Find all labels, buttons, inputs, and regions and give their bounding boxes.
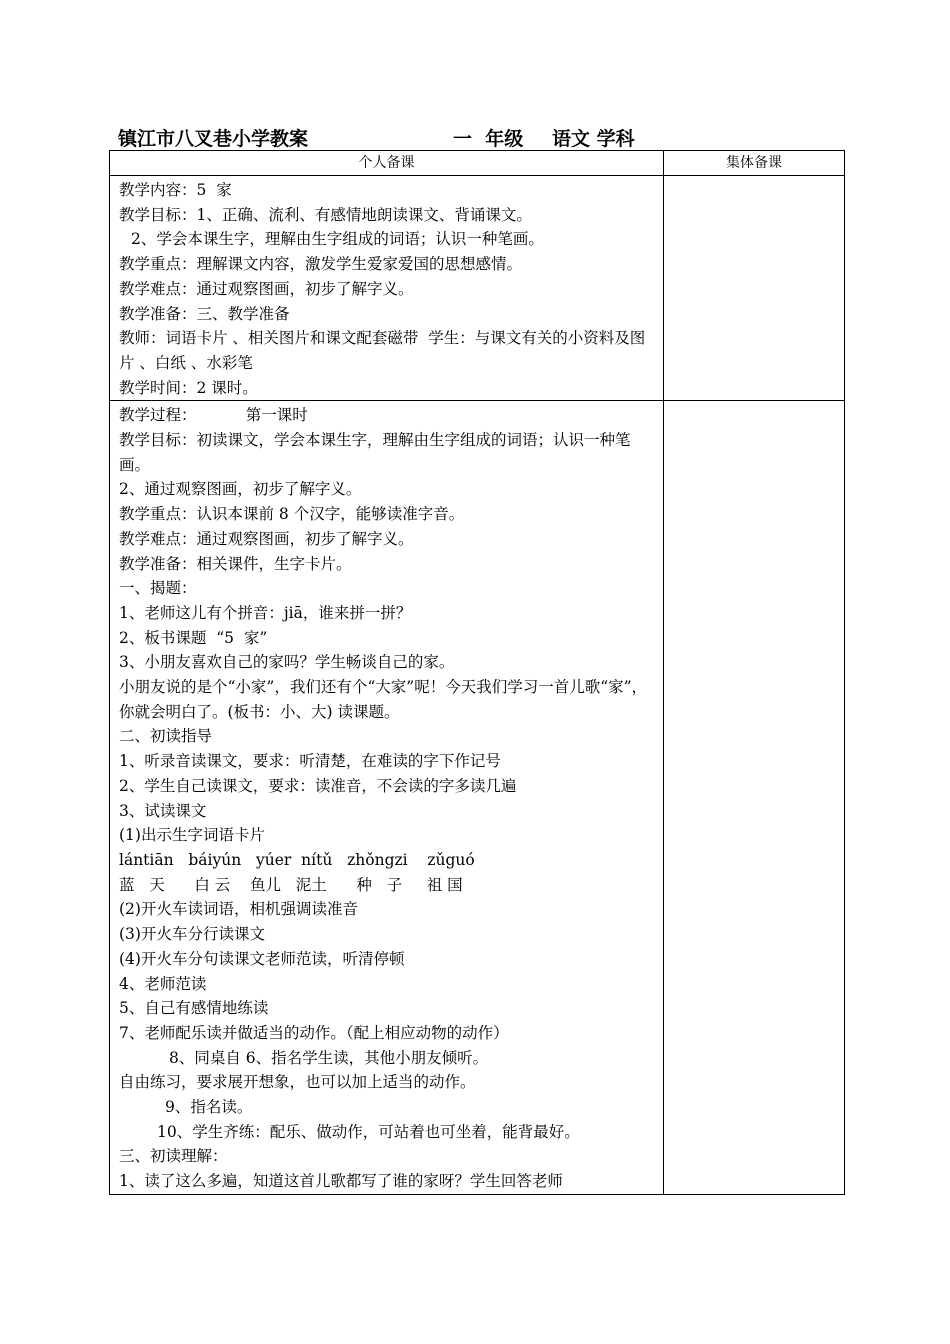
process-line: 10、学生齐练：配乐、做动作，可站着也可坐着，能背最好。 [157,1122,580,1141]
process-line: 1、读了这么多遍，知道这首儿歌都写了谁的家呀？学生回答老师 [119,1172,563,1191]
process-line: 1、老师这儿有个拼音：jiā，谁来拼一拼？ [119,603,412,622]
time-line: 教学时间：2 课时。 [119,378,258,397]
pinyin-line: lántiān báiyún yúer nítǔ zhǒngzi zǔguó [119,850,475,869]
process-line: 9、指名读。 [165,1098,253,1117]
table-header-row [110,151,845,176]
process-line: 三、初读理解： [119,1147,228,1166]
content-line: 教学内容：5 家 [119,181,232,199]
process-content [110,401,663,1194]
process-cell [110,401,664,1195]
subject-label: 语文 学科 [552,128,635,150]
process-line: 教学难点：通过观察图画，初步了解字义。 [119,529,414,548]
process-row [110,401,845,1195]
goal-line: 2、学会本课生字，理解由生字组成的词语；认识一种笔画。 [131,230,544,249]
process-line: 3、小朋友喜欢自己的家吗？学生畅谈自己的家。 [119,653,455,672]
process-line: (2)开火车读词语，相机强调读准音 [119,900,358,919]
process-line: 教学过程： 第一课时 [119,406,308,425]
group-notes-cell [664,176,845,401]
overview-cell [110,176,664,401]
process-line: 教学目标：初读课文，学会本课生字，理解由生字组成的词语；认识一种笔画。 [119,431,631,474]
process-line: 一、揭题： [119,579,197,598]
process-line: 7、老师配乐读并做适当的动作。（配上相应动物的动作） [119,1023,509,1042]
process-line: 自由练习，要求展开想象，也可以加上适当的动作。 [119,1073,476,1092]
process-line: 1、听录音读课文，要求：听清楚，在难读的字下作记号 [119,752,501,771]
group-prep-header: 集体备课 [664,151,845,176]
process-line: (3)开火车分行读课文 [119,925,265,944]
process-line: 4、老师范读 [119,974,207,993]
grade-label: 一 年级 [453,128,524,150]
goal-line: 教学目标：1、正确、流利、有感情地朗读课文、背诵课文。 [119,205,532,224]
process-line: 2、学生自己读课文，要求：读准音，不会读的字多读几遍 [119,776,517,795]
lesson-plan-table [109,150,845,1195]
preparation-line: 教学准备：三、教学准备 [119,304,290,323]
hanzi-line: 蓝 天 白 云 鱼儿 泥土 种 子 祖 国 [119,875,463,894]
process-line: 二、初读指导 [119,727,213,746]
process-line: (1)出示生字词语卡片 [119,826,265,845]
process-line: 2、通过观察图画，初步了解字义。 [119,480,362,499]
process-line: 小朋友说的是个“小家”，我们还有个“大家”呢！今天我们学习一首儿歌“家”，你就会明白了。(板书：小、大) 读课题。 [119,678,648,721]
process-line: (4)开火车分句读课文老师范读，听清停顿 [119,949,405,968]
group-notes-cell [664,401,845,1195]
personal-prep-header: 个人备课 [110,151,664,176]
process-line: 3、试读课文 [119,801,207,820]
process-line: 2、板书课题 “5 家” [119,628,268,647]
process-line: 教学准备：相关课件，生字卡片。 [119,554,352,573]
key-point-line: 教学重点：理解课文内容，激发学生爱家爱国的思想感情。 [119,255,523,274]
difficulty-line: 教学难点：通过观察图画，初步了解字义。 [119,279,414,298]
school-title: 镇江市八叉巷小学教案 [118,128,309,150]
process-line: 教学重点：认识本课前 8 个汉字，能够读准字音。 [119,505,465,524]
overview-content [110,176,663,400]
process-line: 8、同桌自 6、指名学生读，其他小朋友倾听。 [169,1048,489,1067]
materials-line: 教师：词语卡片 、相关图片和课文配套磁带 学生：与课文有关的小资料及图片 、白纸 、水彩笔 [119,329,646,372]
process-line: 5、自己有感情地练读 [119,999,269,1018]
overview-row [110,176,845,401]
